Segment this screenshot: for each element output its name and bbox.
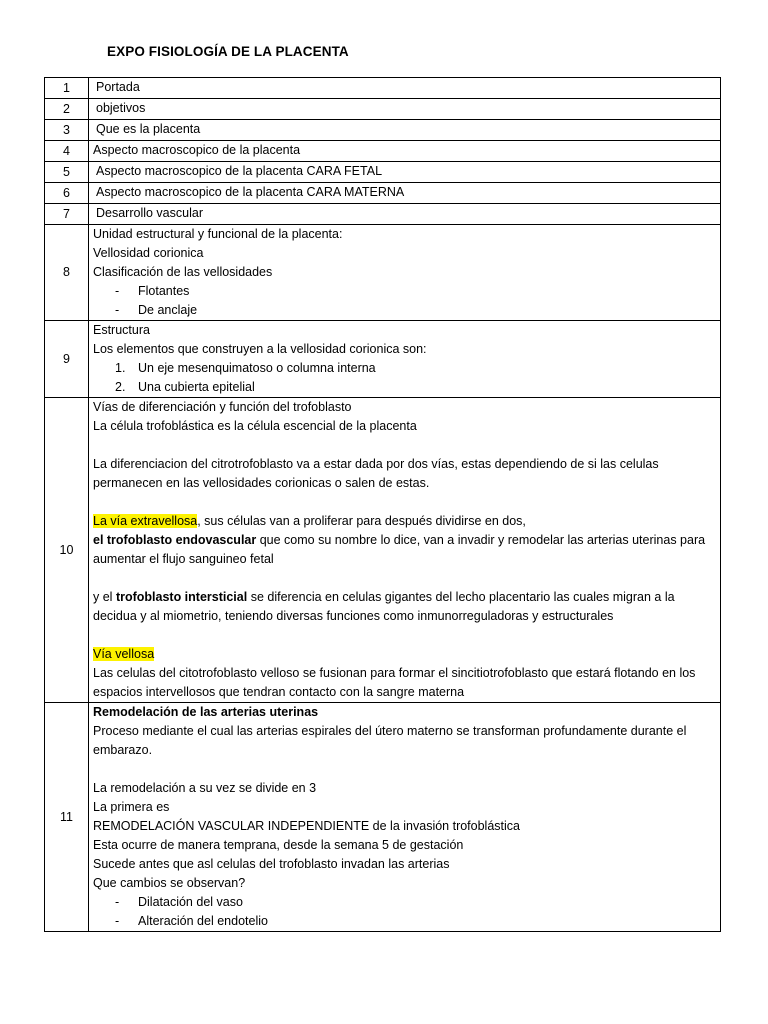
row-number: 7 <box>45 204 89 225</box>
list-item-text: Flotantes <box>138 284 190 298</box>
list-item-text: De anclaje <box>138 303 198 317</box>
outline-table <box>44 77 721 932</box>
highlighted-term: Vía vellosa <box>93 647 155 661</box>
row-content <box>89 398 721 703</box>
table-row <box>45 225 721 321</box>
table-row <box>45 162 721 183</box>
paragraph: Las celulas del citotrofoblasto velloso se fusionan para formar el sincitiotrofoblasto que estará flotando en los espacios intervellosos que tendran contacto con la sangre materna <box>93 666 696 699</box>
text-line: REMODELACIÓN VASCULAR INDEPENDIENTE de la invasión trofoblástica <box>93 819 520 833</box>
text-line <box>93 645 716 664</box>
table-row <box>45 183 721 204</box>
table-row <box>45 204 721 225</box>
row-number: 1 <box>45 78 89 99</box>
row-text: Portada <box>89 78 721 99</box>
table-row <box>45 78 721 99</box>
row-number: 3 <box>45 120 89 141</box>
row-number: 5 <box>45 162 89 183</box>
row-content <box>89 225 721 321</box>
bold-term: el trofoblasto endovascular <box>93 533 257 547</box>
text-line: Unidad estructural y funcional de la placenta: <box>93 227 343 241</box>
spacer <box>93 436 716 455</box>
row-number: 8 <box>45 225 89 321</box>
table-row <box>45 141 721 162</box>
text-line: Vías de diferenciación y función del trofoblasto <box>93 400 352 414</box>
text-line: La primera es <box>93 800 170 814</box>
spacer <box>93 760 716 779</box>
row-number: 6 <box>45 183 89 204</box>
table-row <box>45 99 721 120</box>
text-line: Los elementos que construyen a la vellosidad corionica son: <box>93 342 427 356</box>
paragraph-text: se diferencia en celulas gigantes del lecho placentario las cuales migran a la decidua y al miometrio, teniendo diversas funciones como inmunorreguladoras y estructurales <box>93 590 675 623</box>
list-item <box>93 282 716 301</box>
table-row <box>45 398 721 703</box>
spacer <box>93 626 716 645</box>
row-text: Desarrollo vascular <box>89 204 721 225</box>
text-line: La célula trofoblástica es la célula escencial de la placenta <box>93 419 417 433</box>
dash-bullet: - <box>115 284 120 298</box>
row-text: Que es la placenta <box>89 120 721 141</box>
row-number: 9 <box>45 321 89 398</box>
bold-term: trofoblasto intersticial <box>115 590 248 604</box>
dash-bullet: - <box>115 914 120 928</box>
text-line: Sucede antes que asl celulas del trofoblasto invadan las arterias <box>93 857 450 871</box>
text-line: Estructura <box>93 323 150 337</box>
paragraph <box>93 588 716 626</box>
list-item <box>93 378 716 397</box>
row-number: 4 <box>45 141 89 162</box>
dash-bullet: - <box>115 895 120 909</box>
highlighted-term: La vía extravellosa <box>93 514 198 528</box>
row-content <box>89 321 721 398</box>
table-row <box>45 120 721 141</box>
spacer <box>93 493 716 512</box>
list-item-text: Una cubierta epitelial <box>138 380 255 394</box>
row-text: Aspecto macroscopico de la placenta CARA FETAL <box>89 162 721 183</box>
list-item <box>93 359 716 378</box>
list-number: 1. <box>115 361 126 375</box>
row-content <box>89 703 721 932</box>
paragraph-text: y el <box>93 590 116 604</box>
row-text: Aspecto macroscopico de la placenta CARA MATERNA <box>89 183 721 204</box>
text-line: Esta ocurre de manera temprana, desde la semana 5 de gestación <box>93 838 464 852</box>
list-item-text: Dilatación del vaso <box>138 895 243 909</box>
row-number: 10 <box>45 398 89 703</box>
text-line: Clasificación de las vellosidades <box>93 265 273 279</box>
paragraph-text: , sus células van a proliferar para después dividirse en dos, <box>197 514 526 528</box>
paragraph: Proceso mediante el cual las arterias espirales del útero materno se transforman profundamente durante el embarazo. <box>93 724 687 757</box>
text-line: La remodelación a su vez se divide en 3 <box>93 781 317 795</box>
table-row <box>45 703 721 932</box>
paragraph <box>93 531 716 569</box>
list-number: 2. <box>115 380 126 394</box>
table-row <box>45 321 721 398</box>
paragraph: La diferenciacion del citrotrofoblasto va a estar dada por dos vías, estas dependiendo de si las celulas permanecen en las vellosidades corionicas o salen de estas. <box>93 457 659 490</box>
section-heading: Remodelación de las arterias uterinas <box>93 705 319 719</box>
row-number: 11 <box>45 703 89 932</box>
list-item <box>93 893 716 912</box>
spacer <box>93 569 716 588</box>
paragraph <box>93 512 716 531</box>
text-line: Que cambios se observan? <box>93 876 246 890</box>
dash-bullet: - <box>115 303 120 317</box>
row-text: objetivos <box>89 99 721 120</box>
list-item-text: Alteración del endotelio <box>138 914 268 928</box>
list-item-text: Un eje mesenquimatoso o columna interna <box>138 361 376 375</box>
row-text: Aspecto macroscopico de la placenta <box>89 141 721 162</box>
list-item <box>93 301 716 320</box>
page-title: EXPO FISIOLOGÍA DE LA PLACENTA <box>107 44 349 59</box>
text-line: Vellosidad corionica <box>93 246 204 260</box>
list-item <box>93 912 716 931</box>
row-number: 2 <box>45 99 89 120</box>
paragraph-text: que como su nombre lo dice, van a invadir y remodelar las arterias uterinas para aumentar el flujo sanguineo fetal <box>93 533 706 566</box>
